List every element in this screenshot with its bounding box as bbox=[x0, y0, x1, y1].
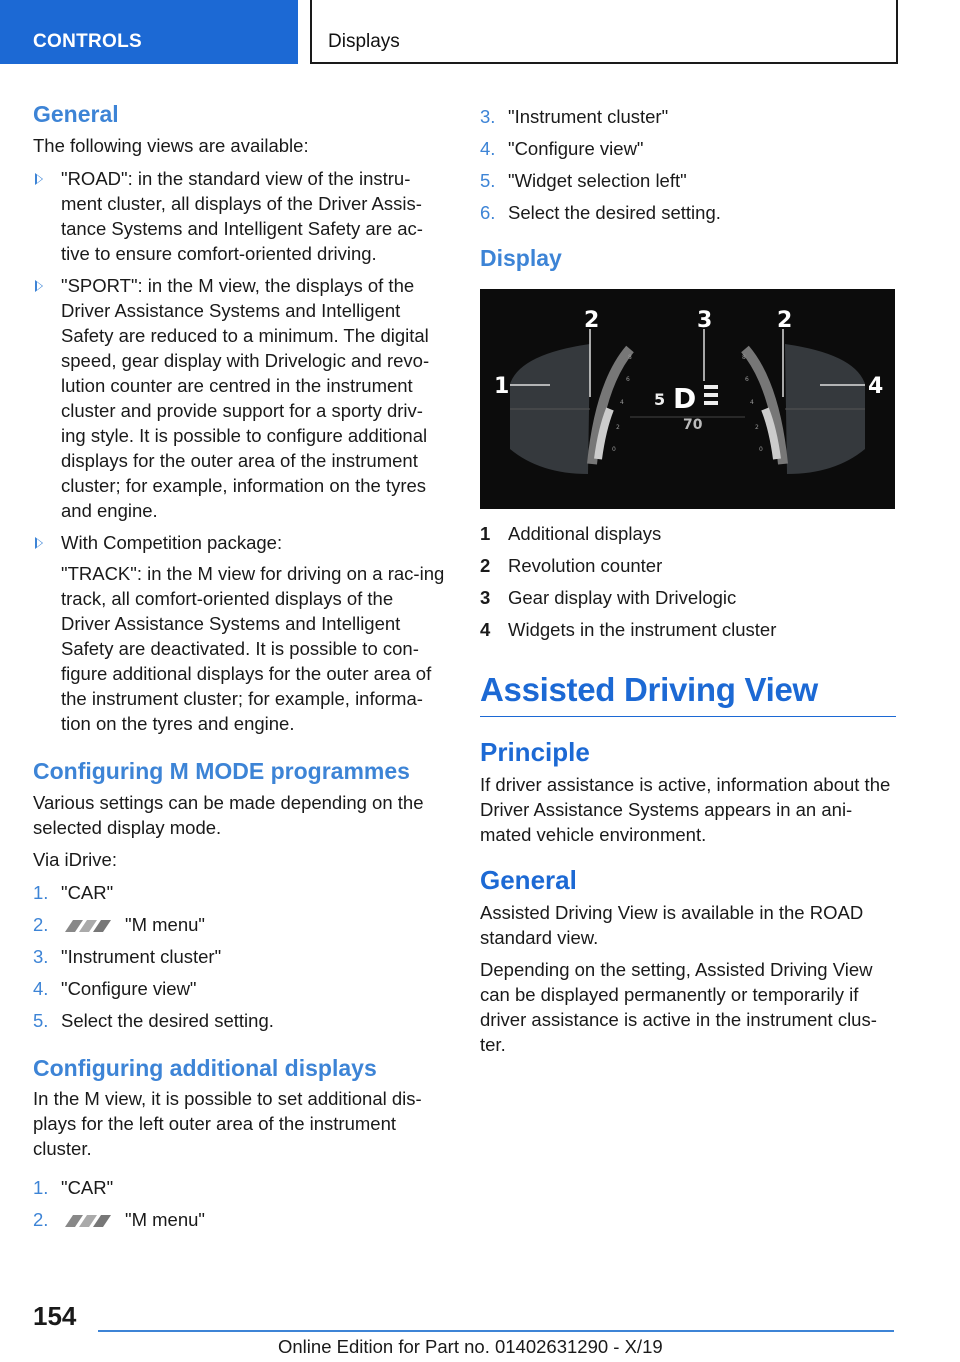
general-text-2: Depending on the setting, Assisted Driving View can be displayed permanently or temporarily if driver assistance is active in the instrument clus-ter. bbox=[480, 959, 877, 1056]
chapter-tab bbox=[310, 0, 898, 64]
svg-text:6: 6 bbox=[626, 375, 630, 383]
svg-text:8: 8 bbox=[742, 353, 746, 361]
list-item: 5. "Widget selection left" bbox=[480, 170, 687, 191]
figure-legend bbox=[480, 521, 896, 642]
list-item: 1 Additional displays bbox=[480, 522, 662, 544]
svg-text:2: 2 bbox=[755, 423, 759, 431]
list-item: 1. "CAR" bbox=[33, 881, 114, 903]
svg-text:4: 4 bbox=[620, 398, 624, 406]
list-item: 4. "Configure view" bbox=[480, 138, 644, 159]
footer-divider bbox=[98, 1330, 894, 1332]
list-item: 4. "Configure view" bbox=[33, 977, 197, 999]
svg-text:8: 8 bbox=[628, 353, 632, 361]
svg-text:0: 0 bbox=[759, 445, 763, 453]
list-item: "SPORT": in the M view, the displays of the Driver Assistance Systems and Intelligent Safety are reduced to a minimum. The digital speed, gear display with Drivelogic and revo-lution counter are centred in the instrument cluster and provide support for a sporty driv-ing style. It is possible to configure additional displays for the outer area of the instrument cluster; for example, information on the tyres and engine. bbox=[33, 273, 445, 523]
additional-steps bbox=[33, 1175, 445, 1232]
section-tab bbox=[0, 0, 298, 64]
general-heading-right: General bbox=[480, 864, 577, 895]
svg-text:0: 0 bbox=[612, 445, 616, 453]
right-column bbox=[480, 100, 896, 1057]
gear-label: D bbox=[673, 381, 697, 415]
edition-text: Online Edition for Part no. 01402631290 - X/19 bbox=[278, 1336, 663, 1357]
gear-left-label: 5 bbox=[654, 389, 666, 409]
list-item: With Competition package: "TRACK": in the M view for driving on a rac-ing track, all comfort-oriented displays of the Driver Assistance Systems and Intelligent Safety are deactivated. It is possible to con-figure additional displays for the outer area of the instrument cluster; for example, informa-tion on the tyres and engine. bbox=[33, 530, 445, 736]
additional-displays-heading: Configuring additional displays bbox=[33, 1054, 377, 1081]
views-list bbox=[33, 166, 445, 736]
svg-text:2: 2 bbox=[616, 423, 620, 431]
general-intro: The following views are available: bbox=[33, 134, 309, 156]
general-heading: General bbox=[33, 101, 119, 127]
list-item: 4 Widgets in the instrument cluster bbox=[480, 618, 777, 640]
m-stripes-icon bbox=[61, 1215, 115, 1227]
principle-text: If driver assistance is active, information about the Driver Assistance Systems appears in an ani-mated vehicle environment. bbox=[480, 773, 891, 845]
display-heading: Display bbox=[480, 245, 562, 271]
m-stripes-icon bbox=[61, 920, 115, 932]
left-column bbox=[33, 100, 445, 1239]
list-item: 5. Select the desired setting. bbox=[33, 1009, 274, 1031]
svg-text:6: 6 bbox=[745, 375, 749, 383]
callout-2: 2 bbox=[584, 307, 600, 333]
callout-3: 3 bbox=[697, 307, 713, 333]
list-item: 2. "M menu" bbox=[33, 1209, 205, 1231]
list-item: 6. Select the desired setting. bbox=[480, 202, 721, 223]
config-text: Various settings can be made depending on the selected display mode. bbox=[33, 791, 424, 838]
list-item: 2 Revolution counter bbox=[480, 554, 663, 576]
list-item: 2. "M menu" bbox=[33, 913, 205, 935]
config-heading: Configuring M MODE programmes bbox=[33, 757, 410, 784]
config-steps bbox=[33, 880, 445, 1033]
chapter-title: Displays bbox=[328, 31, 400, 52]
additional-displays-text: In the M view, it is possible to set additional dis-plays for the left outer area of the instrument cluster. bbox=[33, 1088, 422, 1160]
via-idrive: Via iDrive: bbox=[33, 848, 117, 870]
speed-label: 70 bbox=[683, 416, 703, 433]
general-text-1: Assisted Driving View is available in the ROAD standard view. bbox=[480, 902, 864, 949]
instrument-cluster-figure bbox=[480, 289, 895, 509]
list-item: 3. "Instrument cluster" bbox=[480, 106, 669, 127]
list-item: "ROAD": in the standard view of the instru-ment cluster, all displays of the Driver Assis-tance Systems and Intelligent Safety are ac-tive to ensure comfort-oriented driving. bbox=[33, 166, 445, 266]
list-item: 3. "Instrument cluster" bbox=[33, 945, 222, 967]
callout-4: 4 bbox=[868, 373, 884, 399]
list-item: 1. "CAR" bbox=[33, 1177, 114, 1199]
callout-2b: 2 bbox=[777, 307, 793, 333]
principle-heading: Principle bbox=[480, 736, 590, 767]
page-number: 154 bbox=[33, 1301, 77, 1331]
callout-1: 1 bbox=[494, 373, 510, 399]
list-item: 3 Gear display with Drivelogic bbox=[480, 586, 737, 608]
section-title: CONTROLS bbox=[33, 31, 143, 52]
svg-text:4: 4 bbox=[750, 398, 754, 406]
continued-steps bbox=[480, 104, 896, 225]
track-description: "TRACK": in the M view for driving on a rac-ing track, all comfort-oriented displays of the Driver Assistance Systems and Intelligent Safety are deactivated. It is possible to con-figure additional displays for the outer area of the instrument cluster; for example, informa-tion on the tyres and engine. bbox=[61, 562, 445, 734]
assisted-driving-heading: Assisted Driving View bbox=[480, 669, 896, 717]
